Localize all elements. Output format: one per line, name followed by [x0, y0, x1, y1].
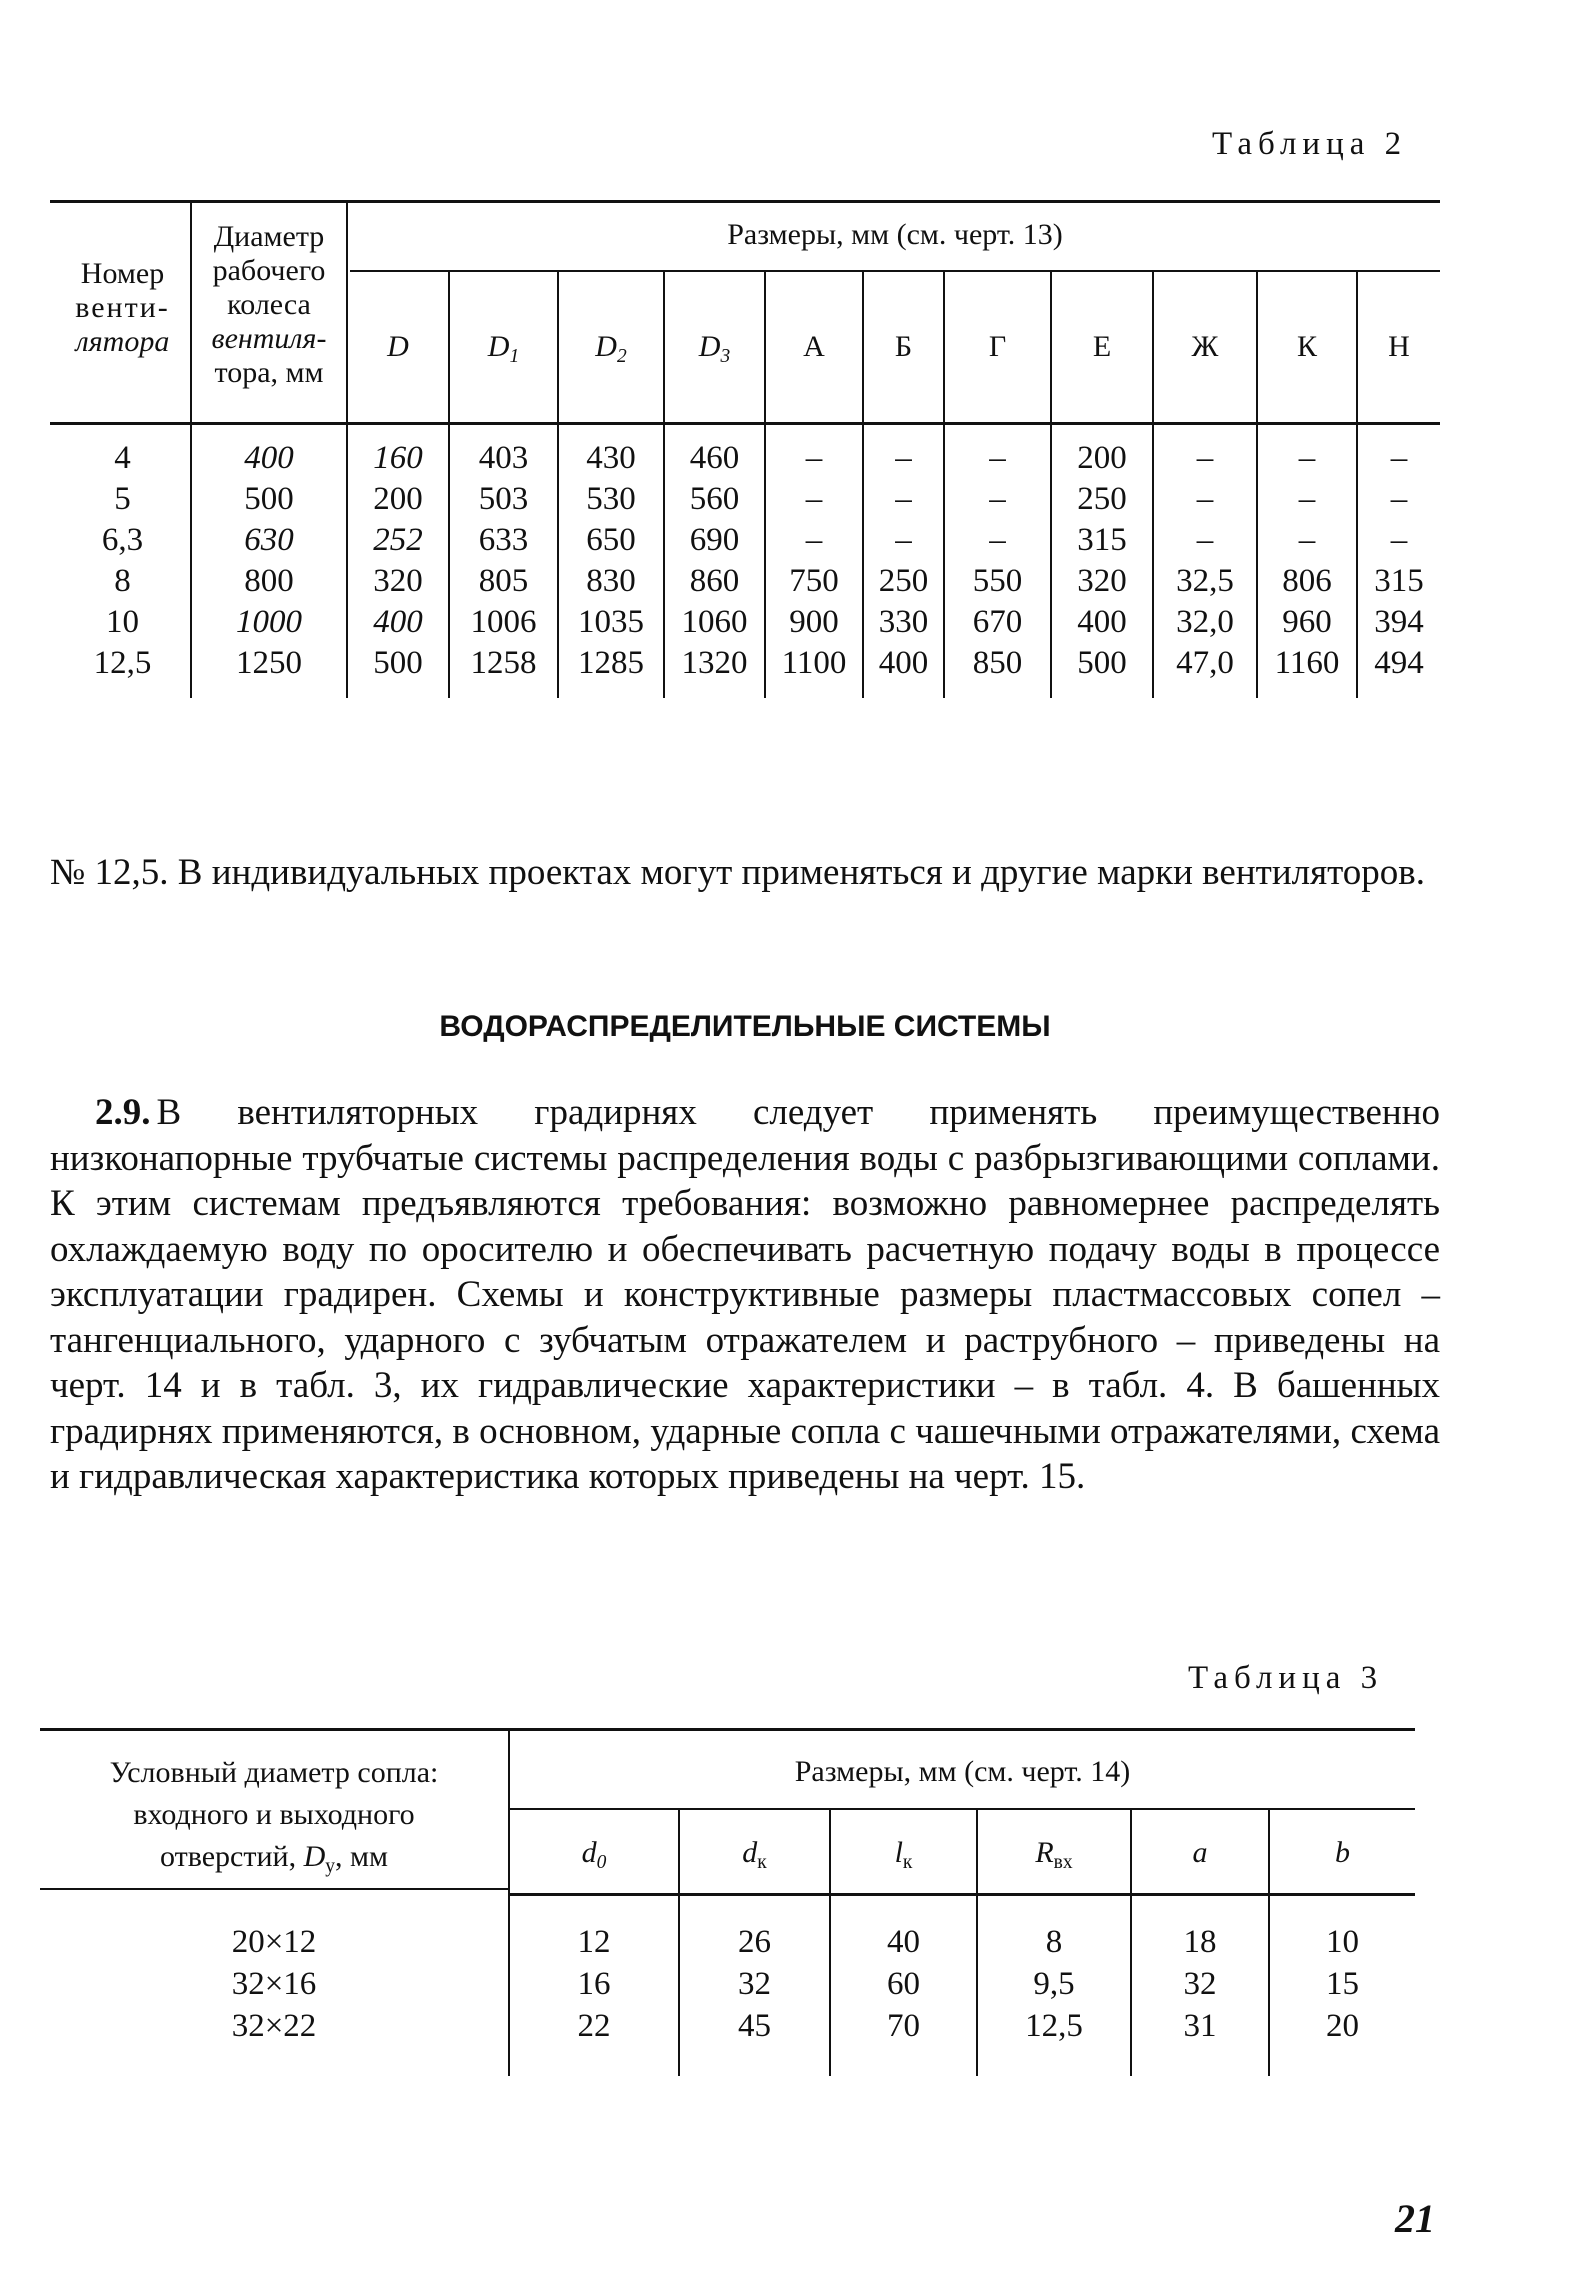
table2-cell: 800 [244, 563, 294, 599]
table2-subheader-K: К [1296, 330, 1317, 363]
table3-subheader-dk: $d_к$ [742, 1836, 767, 1873]
table2-cell: 430 [586, 440, 636, 476]
table2-subheader-A: А [803, 330, 825, 363]
table2-cell: 330 [878, 604, 929, 640]
table2-cell: 403 [478, 440, 529, 476]
table2-caption: Таблица 2 [1212, 126, 1408, 162]
table2-cell: 394 [1374, 604, 1424, 640]
table3-cell: 20 [1326, 2008, 1359, 2044]
table2-cell: – [1298, 440, 1316, 476]
table3-subheader-b: b [1335, 1836, 1350, 1869]
table2-cell: 670 [972, 604, 1023, 640]
table2-cell: 200 [373, 481, 423, 517]
table2-cell: – [1390, 440, 1408, 476]
table2-cell: 47,0 [1176, 645, 1234, 681]
table2-cell: – [895, 481, 912, 517]
table2-cell: – [1390, 522, 1408, 558]
table2-header-diameter-line: Диаметр [213, 220, 325, 253]
table2-cell: 750 [789, 563, 839, 599]
table2-header-diameter [192, 220, 346, 390]
table2-cell: 460 [689, 440, 740, 476]
table2-cell: 1100 [781, 645, 847, 681]
table3-header-nozzle [40, 1752, 508, 1888]
table2-cell: 8 [114, 563, 131, 599]
table2-cell: 630 [244, 522, 294, 558]
table3-header-nozzle-line: Условный диаметр сопла: [109, 1756, 439, 1789]
table2-cell: 806 [1282, 563, 1332, 599]
table2-cell: – [1390, 481, 1408, 517]
table2-cell: 650 [586, 522, 636, 558]
table2-cell: 850 [972, 645, 1023, 681]
table2-top-rule [50, 200, 1440, 203]
table2-header-diameter-line: колеса [227, 288, 311, 321]
table2-header-diameter-line: тора, мм [214, 356, 324, 389]
table2-subheader-G: Г [988, 330, 1007, 363]
table2-cell: 1060 [681, 604, 748, 640]
table2-cell: 250 [878, 563, 929, 599]
table3-cell: 12,5 [1025, 2008, 1083, 2044]
table3-cell: 40 [887, 1924, 920, 1960]
table2-header-number-line: лятора [75, 325, 170, 358]
table2-cell: 32,0 [1176, 604, 1234, 640]
table2-subheader-D1: $D_1$ [487, 330, 520, 367]
table2-cell: 160 [373, 440, 423, 476]
table2-cell: 320 [373, 563, 423, 599]
table3-cell: 22 [577, 2008, 611, 2044]
table2-cell: 494 [1374, 645, 1424, 681]
table2-cell: 252 [373, 522, 423, 558]
table2-cell: 400 [1077, 604, 1127, 640]
table2-cell: 1000 [236, 604, 302, 640]
table2-cell: 400 [244, 440, 294, 476]
table2-cell: 200 [1077, 440, 1127, 476]
table3-cell: 32×22 [231, 2008, 317, 2044]
table2-cell: 530 [586, 481, 636, 517]
table2-cell: 1320 [681, 645, 748, 681]
table2-cell: 12,5 [93, 645, 152, 681]
table3-cell: 60 [887, 1966, 920, 2002]
table3-left-header-rule [40, 1888, 510, 1890]
table2-subheader-E: Е [1092, 330, 1112, 363]
table3-cell: 10 [1326, 1924, 1359, 1960]
table2-cell: 5 [114, 481, 131, 517]
table2-cell: – [895, 522, 912, 558]
table3-cell: 20×12 [231, 1924, 317, 1960]
table2-header-bottom-rule [50, 422, 1440, 425]
table3-cell: 18 [1183, 1924, 1217, 1960]
table2-cell: 10 [106, 604, 139, 640]
table2-cell: 6,3 [101, 522, 144, 558]
table3-subheader-d0: $d_0$ [581, 1836, 607, 1873]
table3-cell: 32 [1183, 1966, 1217, 2002]
table2-cell: 633 [478, 522, 529, 558]
table2-cell: 315 [1374, 563, 1424, 599]
table3-cell: 16 [577, 1966, 611, 2002]
table2-cell: – [805, 522, 823, 558]
table2-header-diameter-line: рабочего [212, 254, 326, 287]
table2-cell: 320 [1077, 563, 1127, 599]
table2-cell: 500 [1077, 645, 1127, 681]
table2-subheader-D2: $D_2$ [595, 330, 627, 367]
table2-cell: – [805, 481, 823, 517]
table3-cell: 45 [738, 2008, 771, 2044]
table3-cell: 8 [1045, 1924, 1063, 1960]
table3-header-nozzle-line: отверстий, $D_у$, мм [160, 1840, 388, 1877]
table2-subheader-Zh: Ж [1191, 330, 1219, 363]
table2-cell: 690 [689, 522, 740, 558]
table2-cell: – [989, 481, 1006, 517]
table2-header-number-line: венти- [75, 291, 170, 324]
table3-cell: 9,5 [1033, 1966, 1075, 2002]
table2-cell: 1258 [470, 645, 537, 681]
continuation-paragraph: № 12,5. В индивидуальных проектах могут применяться и другие марки вентиляторов. [50, 852, 1425, 893]
table2-cell: – [1298, 522, 1316, 558]
table3-cell: 32×16 [231, 1966, 317, 2002]
table3-caption: Таблица 3 [1188, 1660, 1384, 1696]
section-heading: ВОДОРАСПРЕДЕЛИТЕЛЬНЫЕ СИСТЕМЫ [439, 1010, 1051, 1043]
table2-cell: 1250 [236, 645, 302, 681]
table2-cell: 960 [1282, 604, 1332, 640]
table3-header-sizes: Размеры, мм (см. черт. 14) [794, 1755, 1131, 1788]
table2-cell: 400 [373, 604, 423, 640]
table2-cell: 500 [244, 481, 294, 517]
table2-cell: 1006 [470, 604, 537, 640]
table3-cell: 70 [887, 2008, 920, 2044]
page-number: 21 [1395, 2196, 1435, 2241]
table2-cell: 315 [1077, 522, 1127, 558]
table2-cell: – [1196, 522, 1214, 558]
table3-top-rule [40, 1728, 1415, 1731]
table2-cell: – [895, 440, 912, 476]
paragraph-number: 2.9. [95, 1092, 151, 1133]
table2-cell: – [989, 522, 1006, 558]
table2-subheader-D: D [387, 330, 409, 363]
table2-cell: – [1298, 481, 1316, 517]
table2-cell: 860 [689, 563, 740, 599]
table2-cell: 500 [373, 645, 423, 681]
table2-cell: – [1196, 440, 1214, 476]
table2-cell: 560 [689, 481, 740, 517]
table2-cell: – [805, 440, 823, 476]
table2-cell: 32,5 [1176, 563, 1234, 599]
table3-header-bottom-rule [510, 1893, 1415, 1896]
table2-cell: 1160 [1274, 645, 1340, 681]
table3-subheader-lk: $l_к$ [894, 1836, 913, 1873]
table2-cell: 250 [1077, 481, 1127, 517]
table2-subheader-D3: $D_3$ [698, 330, 731, 367]
table2-subheader-N: Н [1388, 330, 1410, 363]
table3-subheader-Rvx: $R_{вх}$ [1035, 1836, 1073, 1873]
table2-cell: 1285 [578, 645, 644, 681]
table2-header-sizes: Размеры, мм (см. черт. 13) [727, 218, 1063, 251]
body-paragraph [50, 1090, 1440, 1500]
table2-header-number-line: Номер [80, 257, 165, 290]
table2-cell: 1035 [578, 604, 644, 640]
table2-cell: 503 [478, 481, 529, 517]
table2-header-number [55, 257, 190, 359]
table2-cell: 4 [114, 440, 131, 476]
table2-cell: – [989, 440, 1006, 476]
table3-cell: 12 [577, 1924, 611, 1960]
table2-cell: 900 [789, 604, 839, 640]
table2-cell: 805 [478, 563, 529, 599]
table2-cell: 830 [586, 563, 636, 599]
table2-subheader-B: Б [894, 330, 913, 363]
table2-cell: 550 [972, 563, 1023, 599]
table3-subheader-rule [510, 1808, 1415, 1810]
paragraph-text: В вентиляторных градирнях следует применять преимущественно низконапорные трубчатые системы распределения воды с разбрызгивающими соплами. К этим системам предъявляются требования: возможно равномернее распределять охлаждаемую воду по оросителю и обеспечивать расчетную подачу воды в процессе эксплуатации градирен. Схемы и конструктивные размеры пластмассовых сопел – тангенциального, ударного с зубчатым отражателем и раструбного – приведены на черт. 14 и в табл. 3, их гидравлические характеристики – в табл. 4. В башенных градирнях применяются, в основном, ударные сопла с чашечными отражателями, схема и гидравлическая характеристика которых приведены на черт. 15. [50, 1092, 1440, 1497]
table3-cell: 32 [738, 1966, 771, 2002]
table2-header-diameter-line: вентиля- [211, 322, 327, 355]
table2-cell: 400 [878, 645, 929, 681]
table3-cell: 15 [1326, 1966, 1359, 2002]
table2-subheader-rule [350, 270, 1440, 272]
table3-cell: 26 [738, 1924, 771, 1960]
table3-cell: 31 [1183, 2008, 1217, 2044]
table3-header-nozzle-line: входного и выходного [133, 1798, 415, 1831]
table2-cell: – [1196, 481, 1214, 517]
table3-subheader-a: a [1192, 1836, 1208, 1869]
